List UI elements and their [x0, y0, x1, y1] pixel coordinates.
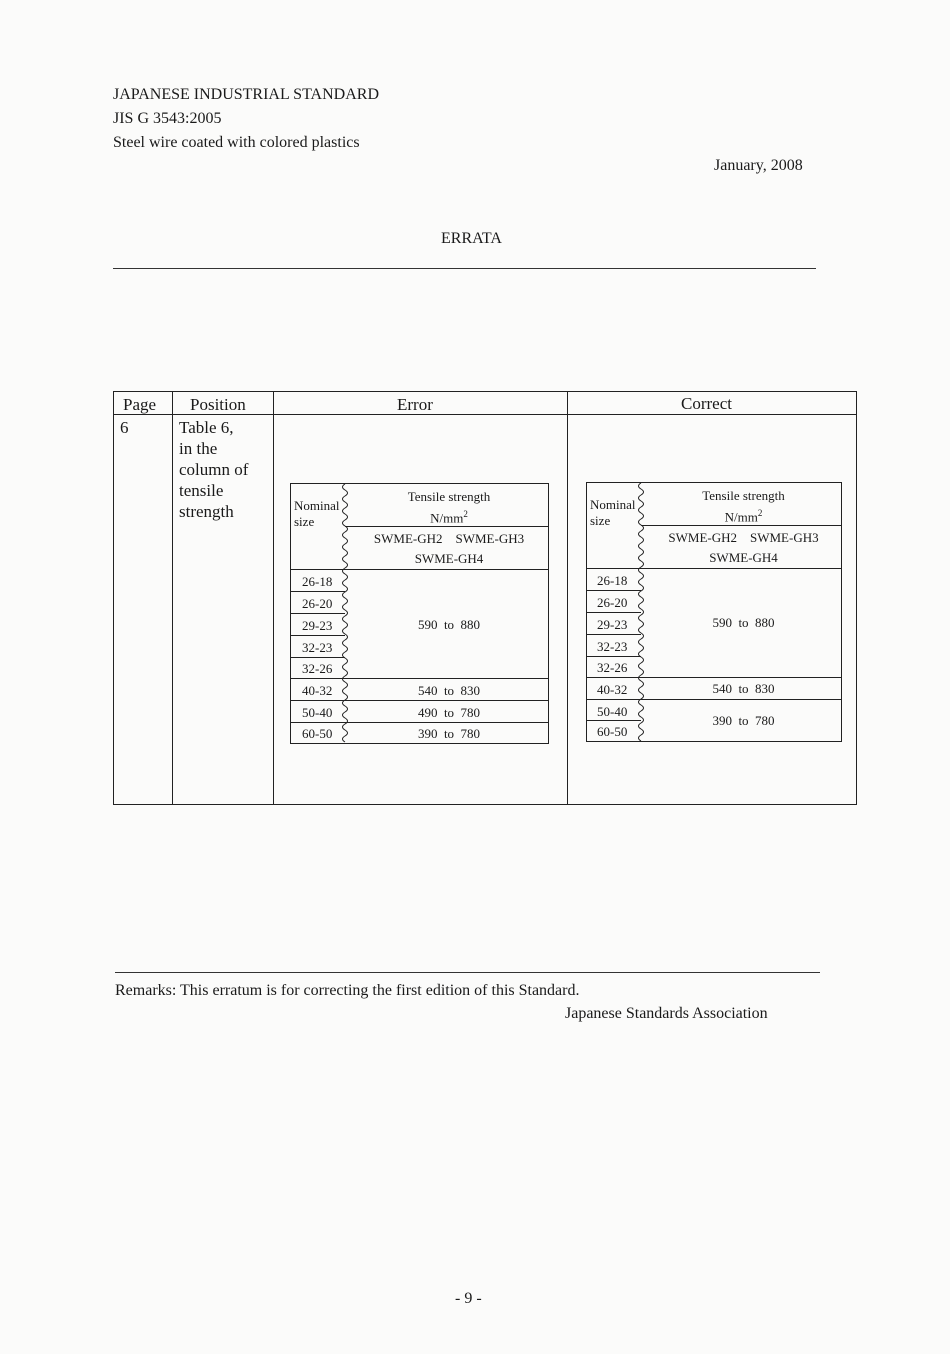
- unit-label: $N/mm^2$: [430, 509, 468, 526]
- size-cell: 26-18: [302, 574, 333, 589]
- correct-tensile-table: [586, 482, 842, 742]
- grades-line1: SWME-GH2 SWME-GH3: [668, 530, 819, 545]
- position-line: tensile: [179, 481, 224, 500]
- remarks: Remarks: This erratum is for correcting the first edition of this Standard.: [115, 982, 580, 999]
- position-line: column of: [179, 460, 249, 479]
- col-divider: [567, 392, 568, 804]
- error-tensile-table: [290, 483, 549, 744]
- value-cell: 390 to 780: [712, 713, 775, 728]
- header-page: Page: [123, 395, 157, 414]
- size-cell: 26-18: [597, 573, 628, 588]
- grades-line2: SWME-GH4: [709, 550, 778, 565]
- page-number: - 9 -: [455, 1290, 482, 1307]
- grades-line1: SWME-GH2 SWME-GH3: [373, 531, 525, 546]
- size-cell: 26-20: [597, 595, 628, 610]
- size-cell: 50-40: [597, 704, 628, 719]
- position-line: Table 6,: [179, 418, 234, 437]
- value-cell: 590 to 880: [417, 617, 481, 632]
- value-cell: 540 to 830: [712, 681, 775, 696]
- tensile-label: Tensile strength: [702, 488, 785, 503]
- size-cell: 60-50: [597, 724, 628, 739]
- size-cell: 40-32: [597, 682, 628, 697]
- size-cell: 32-26: [597, 660, 628, 675]
- position-line: in the: [179, 439, 218, 458]
- grades-line2: SWME-GH4: [414, 551, 484, 566]
- standard-name: JAPANESE INDUSTRIAL STANDARD: [113, 86, 379, 103]
- standard-number: JIS G 3543:2005: [113, 110, 222, 127]
- size-cell: 32-23: [302, 640, 333, 655]
- value-cell: 590 to 880: [712, 615, 775, 630]
- tensile-label: Tensile strength: [407, 489, 491, 504]
- unit-label: $N/mm^2$: [724, 508, 763, 525]
- value-cell: 390 to 780: [417, 726, 481, 741]
- remarks-rule: [115, 972, 820, 973]
- nominal-label: Nominal: [590, 497, 636, 512]
- page-value: 6: [120, 418, 129, 437]
- standard-title: Steel wire coated with colored plastics: [113, 134, 360, 151]
- size-label: size: [294, 514, 315, 529]
- position-line: strength: [179, 502, 234, 521]
- header-correct: Correct: [681, 394, 732, 413]
- errata-title: ERRATA: [441, 230, 502, 247]
- size-label: size: [590, 513, 611, 528]
- col-divider: [172, 392, 173, 804]
- header-error: Error: [397, 395, 433, 414]
- col-divider: [273, 392, 274, 804]
- header-position: Position: [190, 395, 246, 414]
- size-cell: 40-32: [302, 683, 333, 698]
- size-cell: 29-23: [597, 617, 628, 632]
- size-cell: 32-23: [597, 639, 628, 654]
- nominal-label: Nominal: [294, 498, 340, 513]
- size-cell: 32-26: [302, 661, 333, 676]
- association-name: Japanese Standards Association: [565, 1005, 768, 1022]
- title-rule: [113, 268, 816, 269]
- issue-date: January, 2008: [714, 157, 803, 174]
- size-cell: 50-40: [302, 705, 333, 720]
- value-cell: 540 to 830: [417, 683, 481, 698]
- value-cell: 490 to 780: [417, 705, 481, 720]
- size-cell: 26-20: [302, 596, 333, 611]
- size-cell: 29-23: [302, 618, 333, 633]
- size-cell: 60-50: [302, 726, 333, 741]
